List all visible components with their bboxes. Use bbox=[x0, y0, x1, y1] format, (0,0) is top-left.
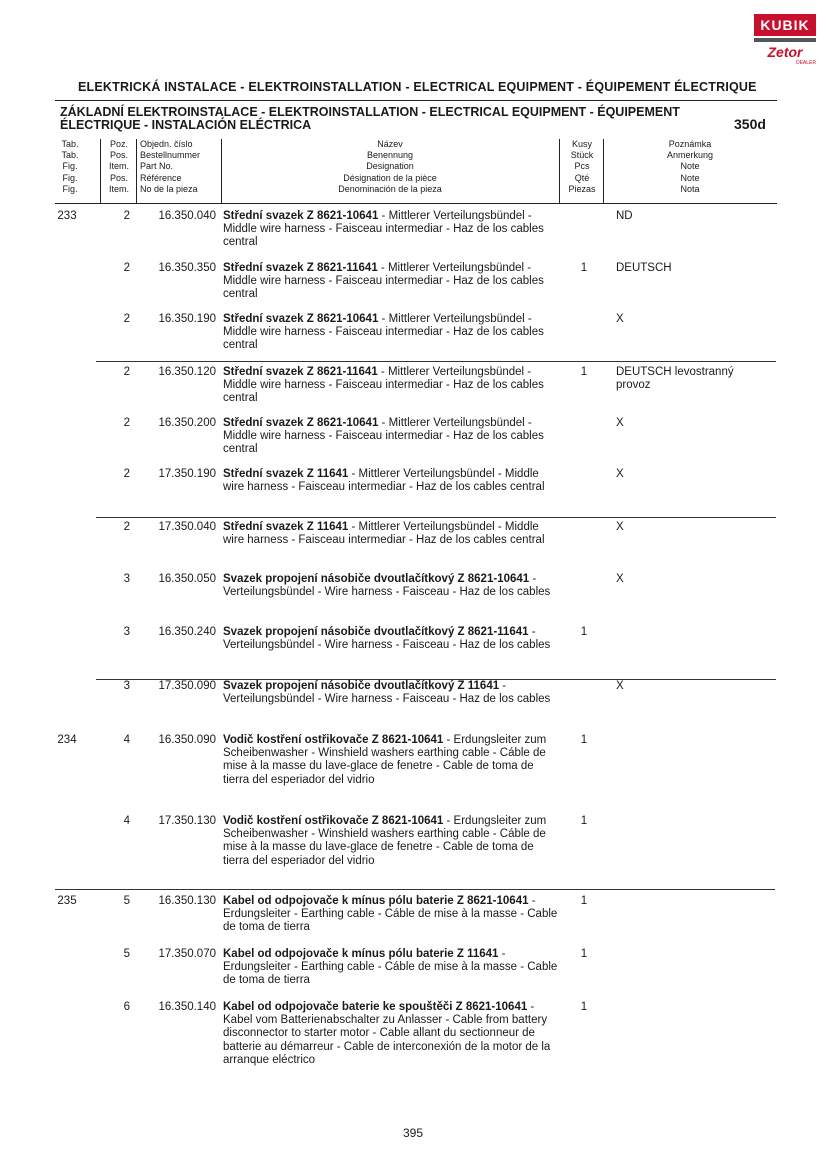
row-separator bbox=[96, 517, 776, 518]
row-quantity: 1 bbox=[580, 1001, 588, 1013]
row-description-czech: Svazek propojení násobiče dvoutlačítkový Z 11641 bbox=[223, 680, 500, 692]
row-description-czech: Střední svazek Z 11641 bbox=[223, 521, 349, 533]
page-title: ELEKTRICKÁ INSTALACE - ELEKTROINSTALLATION - ELECTRICAL EQUIPMENT - ÉQUIPEMENT ÉLECTRIQUE bbox=[78, 80, 757, 94]
header-desc: Název Benennung Designation Désignation de la pièce Denominación de la pieza bbox=[338, 139, 442, 194]
row-note: X bbox=[616, 573, 624, 585]
header-tab: Tab. Tab. Fig. Fig. Fig. bbox=[61, 139, 79, 194]
row-quantity: 1 bbox=[580, 626, 588, 638]
row-description-translations: - Mittlerer Verteilungsbündel - Middle wire harness - Faisceau intermediar - Haz de los cables central bbox=[223, 262, 544, 301]
row-position: 2 bbox=[123, 366, 130, 378]
row-description-czech: Střední svazek Z 8621-10641 bbox=[223, 417, 379, 429]
row-description bbox=[223, 1001, 563, 1067]
row-description bbox=[223, 734, 563, 787]
row-description-translations: - Mittlerer Verteilungsbündel - Middle wire harness - Faisceau intermediar - Haz de los cables central bbox=[223, 521, 545, 547]
header-rule bbox=[55, 203, 777, 204]
row-description-translations: - Mittlerer Verteilungsbündel - Middle wire harness - Faisceau intermediar - Haz de los cables central bbox=[223, 313, 544, 352]
row-description-czech: Střední svazek Z 11641 bbox=[223, 468, 349, 480]
row-description-czech: Svazek propojení násobiče dvoutlačítkový Z 8621-11641 bbox=[223, 626, 529, 638]
page-number: 395 bbox=[402, 1126, 424, 1140]
row-note: X bbox=[616, 313, 624, 325]
row-part-number: 16.350.120 bbox=[158, 366, 216, 378]
row-separator bbox=[96, 361, 776, 362]
row-quantity: 1 bbox=[580, 895, 588, 907]
row-description-czech: Střední svazek Z 8621-10641 bbox=[223, 313, 379, 325]
row-position: 3 bbox=[123, 680, 130, 692]
row-position: 5 bbox=[123, 948, 130, 960]
row-quantity: 1 bbox=[580, 734, 588, 746]
row-position: 5 bbox=[123, 895, 130, 907]
row-description-czech: Svazek propojení násobiče dvoutlačítkový Z 8621-10641 bbox=[223, 573, 530, 585]
row-description-czech: Střední svazek Z 8621-11641 bbox=[223, 262, 378, 274]
row-description-translations: - Verteilungsbündel - Wire harness - Faisceau - Haz de los cables bbox=[223, 626, 551, 652]
row-position: 6 bbox=[123, 1001, 130, 1013]
row-description-czech: Vodič kostření ostřikovače Z 8621-10641 bbox=[223, 815, 444, 827]
row-description bbox=[223, 680, 563, 706]
row-tab-number: 234 bbox=[57, 734, 77, 746]
row-description-czech: Kabel od odpojovače k mínus pólu baterie Z 8621-10641 bbox=[223, 895, 529, 907]
logo-dealer-text: DEALER bbox=[795, 60, 816, 66]
row-part-number: 16.350.090 bbox=[158, 734, 216, 746]
row-part-number: 16.350.190 bbox=[158, 313, 216, 325]
row-note: X bbox=[616, 468, 624, 480]
row-part-number: 17.350.190 bbox=[158, 468, 216, 480]
row-description bbox=[223, 313, 563, 353]
row-description-czech: Kabel od odpojovače baterie ke spouštěči Z 8621-10641 bbox=[223, 1001, 528, 1013]
row-description-translations: - Erdungsleiter zum Scheibenwasher - Winshield washers earthing cable - Cáble de mise à la masse du lave-glace de fenetre - Cable de toma de tierra del esperiador del vidrio bbox=[223, 815, 547, 867]
row-description bbox=[223, 262, 563, 302]
row-description-czech: Střední svazek Z 8621-10641 bbox=[223, 210, 379, 222]
row-description bbox=[223, 417, 563, 457]
title-rule bbox=[55, 100, 777, 101]
row-quantity: 1 bbox=[580, 262, 588, 274]
row-description-translations: - Mittlerer Verteilungsbündel - Middle wire harness - Faisceau intermediar - Haz de los cables central bbox=[223, 417, 544, 456]
row-description bbox=[223, 521, 563, 547]
row-description-translations: - Verteilungsbündel - Wire harness - Faisceau - Haz de los cables bbox=[223, 573, 551, 599]
row-description bbox=[223, 815, 563, 868]
row-description-translations: - Verteilungsbündel - Wire harness - Faisceau - Haz de los cables bbox=[223, 680, 551, 706]
row-description bbox=[223, 948, 563, 988]
header-qty: Kusy Stück Pcs Qté Piezas bbox=[568, 139, 596, 194]
row-position: 3 bbox=[123, 626, 130, 638]
row-description-translations: - Mittlerer Verteilungsbündel - Middle wire harness - Faisceau intermediar - Haz de los cables central bbox=[223, 210, 544, 249]
row-part-number: 16.350.040 bbox=[158, 210, 216, 222]
row-note: X bbox=[616, 417, 624, 429]
row-part-number: 17.350.040 bbox=[158, 521, 216, 533]
row-description-czech: Střední svazek Z 8621-11641 bbox=[223, 366, 378, 378]
row-part-number: 16.350.140 bbox=[158, 1001, 216, 1013]
row-description-translations: - Mittlerer Verteilungsbündel - Middle wire harness - Faisceau intermediar - Haz de los cables central bbox=[223, 468, 545, 494]
row-position: 4 bbox=[123, 734, 130, 746]
row-quantity: 1 bbox=[580, 366, 588, 378]
row-position: 3 bbox=[123, 573, 130, 585]
kubik-zetor-logo bbox=[754, 14, 816, 66]
row-separator bbox=[55, 889, 775, 890]
row-description bbox=[223, 210, 563, 250]
row-note: X bbox=[616, 521, 624, 533]
row-description-translations: - Erdungsleiter zum Scheibenwasher - Winshield washers earthing cable - Cáble de mise à la masse du lave-glace de fenetre - Cable de toma de tierra del esperiador del vidrio bbox=[223, 734, 547, 786]
row-part-number: 17.350.070 bbox=[158, 948, 216, 960]
row-description bbox=[223, 895, 563, 935]
row-part-number: 17.350.090 bbox=[158, 680, 216, 692]
row-position: 4 bbox=[123, 815, 130, 827]
row-separator bbox=[96, 679, 776, 680]
row-description bbox=[223, 573, 563, 599]
row-position: 2 bbox=[123, 468, 130, 480]
row-description-translations: - Kabel vom Batterienabschalter zu Anlasser - Cable from battery disconnector to starter motor - Cable allant du sectionneur de batterie au démarreur - Cable de interconexión de la motor de la arranque eléctrico bbox=[223, 1001, 551, 1066]
row-description bbox=[223, 366, 563, 406]
row-part-number: 16.350.050 bbox=[158, 573, 216, 585]
row-note: DEUTSCH bbox=[616, 262, 672, 274]
row-position: 2 bbox=[123, 417, 130, 429]
row-note: DEUTSCH levostranný provoz bbox=[616, 366, 734, 392]
logo-zetor-text: Zetor bbox=[767, 44, 803, 60]
row-position: 2 bbox=[123, 521, 130, 533]
row-tab-number: 235 bbox=[57, 895, 77, 907]
row-part-number: 17.350.130 bbox=[158, 815, 216, 827]
row-note: X bbox=[616, 680, 624, 692]
header-part: Objedn. číslo Bestellnummer Part No. Référence No de la pieza bbox=[140, 139, 201, 194]
row-note: ND bbox=[616, 210, 633, 222]
row-description bbox=[223, 626, 563, 652]
logo-kubik-text: KUBIK bbox=[754, 14, 816, 36]
row-description-translations: - Erdungsleiter - Earthing cable - Cáble de mise à la masse - Cable de toma de tierra bbox=[223, 948, 558, 987]
row-part-number: 16.350.130 bbox=[158, 895, 216, 907]
row-position: 2 bbox=[123, 262, 130, 274]
row-quantity: 1 bbox=[580, 948, 588, 960]
section-title: ZÁKLADNÍ ELEKTROINSTALACE - ELEKTROINSTALLATION - ELECTRICAL EQUIPMENT - ÉQUIPEMENT ÉLECTRIQUE - INSTALACIÓN ELÉCTRICA bbox=[60, 105, 680, 132]
row-description bbox=[223, 468, 563, 494]
row-position: 2 bbox=[123, 313, 130, 325]
row-description-czech: Kabel od odpojovače k mínus pólu baterie Z 11641 bbox=[223, 948, 499, 960]
row-description-translations: - Mittlerer Verteilungsbündel - Middle wire harness - Faisceau intermediar - Haz de los cables central bbox=[223, 366, 544, 405]
row-part-number: 16.350.200 bbox=[158, 417, 216, 429]
row-tab-number: 233 bbox=[57, 210, 77, 222]
row-description-translations: - Erdungsleiter - Earthing cable - Cáble de mise à la masse - Cable de toma de tierra bbox=[223, 895, 558, 934]
row-position: 2 bbox=[123, 210, 130, 222]
row-quantity: 1 bbox=[580, 815, 588, 827]
header-note: Poznámka Anmerkung Note Note Nota bbox=[666, 139, 714, 194]
row-description-czech: Vodič kostření ostřikovače Z 8621-10641 bbox=[223, 734, 444, 746]
header-pos: Poz. Pos. Item. Pos. Item. bbox=[108, 139, 129, 194]
row-part-number: 16.350.350 bbox=[158, 262, 216, 274]
section-code: 350d bbox=[734, 116, 766, 132]
row-part-number: 16.350.240 bbox=[158, 626, 216, 638]
